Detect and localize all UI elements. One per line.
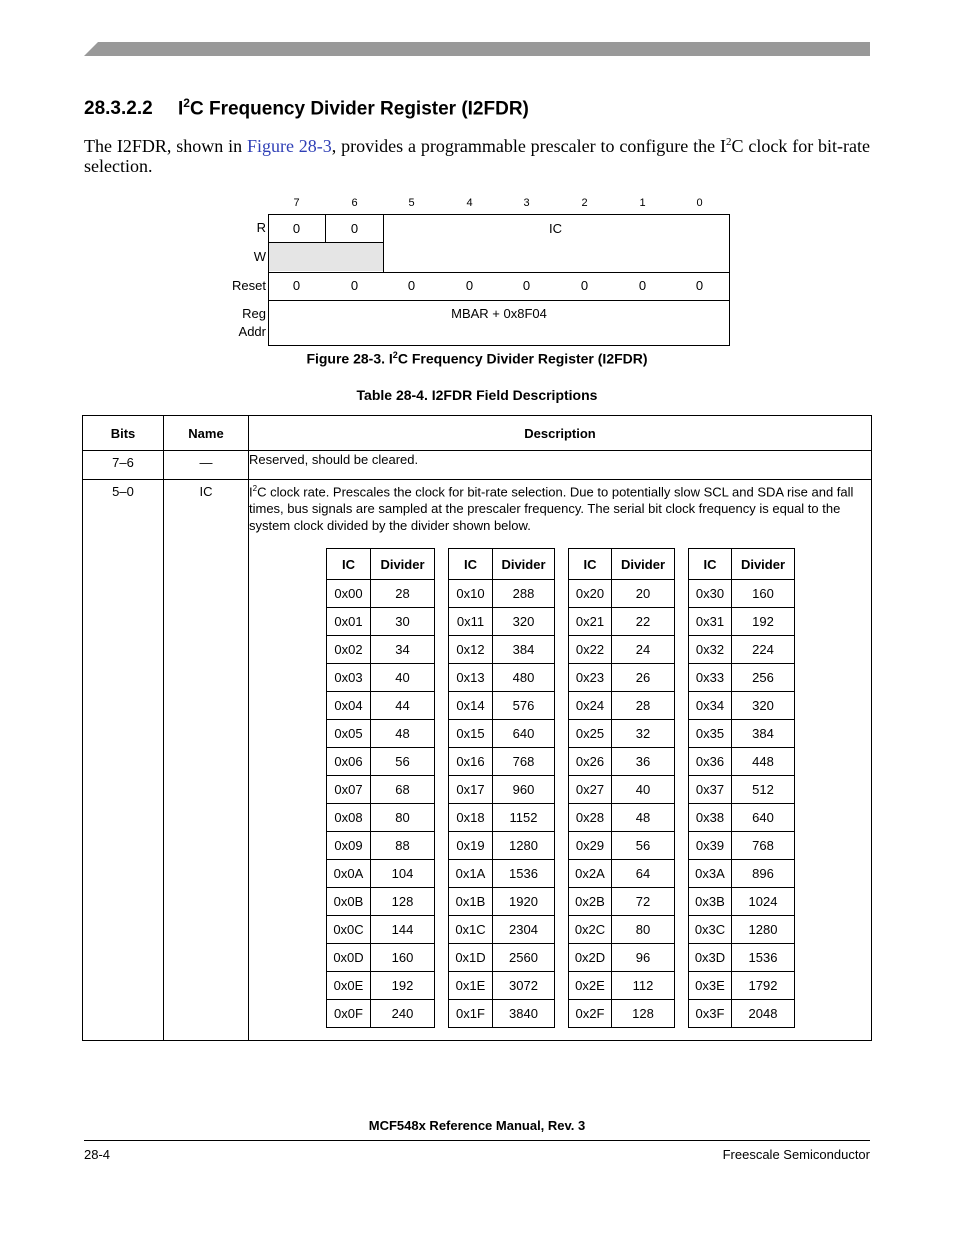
table-row bbox=[327, 888, 435, 916]
table-row bbox=[569, 636, 675, 664]
divider-value: 24 bbox=[612, 636, 675, 664]
divider-value: 480 bbox=[493, 664, 555, 692]
table-row bbox=[449, 580, 555, 608]
table-row bbox=[689, 916, 795, 944]
divider-value: 160 bbox=[371, 944, 435, 972]
divider-value: 1792 bbox=[732, 972, 795, 1000]
reset-value: 0 bbox=[350, 278, 359, 293]
table-row bbox=[449, 888, 555, 916]
ic-value: 0x2D bbox=[569, 944, 612, 972]
ic-value: 0x02 bbox=[327, 636, 371, 664]
divider-value: 112 bbox=[612, 972, 675, 1000]
ic-value: 0x25 bbox=[569, 720, 612, 748]
divider-value: 1152 bbox=[493, 804, 555, 832]
divider-value: 1024 bbox=[732, 888, 795, 916]
divider-value: 640 bbox=[732, 804, 795, 832]
reset-value: 0 bbox=[465, 278, 474, 293]
divider-value: 128 bbox=[612, 1000, 675, 1028]
table-row bbox=[449, 720, 555, 748]
divider-value: 768 bbox=[493, 748, 555, 776]
divider-value: 2560 bbox=[493, 944, 555, 972]
ic-value: 0x16 bbox=[449, 748, 493, 776]
figure-link[interactable]: Figure 28-3 bbox=[246, 136, 332, 156]
table-row bbox=[327, 692, 435, 720]
divider-value: 224 bbox=[732, 636, 795, 664]
ic-value: 0x1E bbox=[449, 972, 493, 1000]
ic-value: 0x2E bbox=[569, 972, 612, 1000]
divider-value: 1280 bbox=[732, 916, 795, 944]
table-row bbox=[569, 580, 675, 608]
read-value: 0 bbox=[292, 221, 301, 236]
divider-value: 32 bbox=[612, 720, 675, 748]
divider-table bbox=[326, 548, 435, 1028]
column-header: Divider bbox=[612, 549, 675, 580]
table-row bbox=[449, 664, 555, 692]
ic-value: 0x27 bbox=[569, 776, 612, 804]
divider-value: 28 bbox=[612, 692, 675, 720]
row-label-w: W bbox=[253, 249, 266, 264]
reset-value: 0 bbox=[580, 278, 589, 293]
table-row bbox=[569, 1000, 675, 1028]
ic-value: 0x07 bbox=[327, 776, 371, 804]
bit-number: 5 bbox=[408, 197, 415, 209]
column-header: Name bbox=[164, 416, 249, 451]
header-bar bbox=[84, 42, 870, 56]
column-header: Divider bbox=[493, 549, 555, 580]
bit-number: 2 bbox=[581, 197, 588, 209]
field-ic: IC bbox=[549, 221, 562, 236]
divider-value: 22 bbox=[612, 608, 675, 636]
reset-value: 0 bbox=[638, 278, 647, 293]
divider-value: 960 bbox=[493, 776, 555, 804]
column-header: Description bbox=[249, 416, 872, 451]
divider-value: 3072 bbox=[493, 972, 555, 1000]
ic-value: 0x08 bbox=[327, 804, 371, 832]
divider-value: 72 bbox=[612, 888, 675, 916]
ic-value: 0x04 bbox=[327, 692, 371, 720]
table-row bbox=[449, 832, 555, 860]
ic-value: 0x20 bbox=[569, 580, 612, 608]
ic-value: 0x03 bbox=[327, 664, 371, 692]
table-row bbox=[569, 748, 675, 776]
table-row bbox=[569, 860, 675, 888]
row-label-reset: Reset bbox=[232, 278, 266, 293]
divider-value: 384 bbox=[732, 720, 795, 748]
ic-value: 0x3A bbox=[689, 860, 732, 888]
divider-value: 288 bbox=[493, 580, 555, 608]
ic-value: 0x22 bbox=[569, 636, 612, 664]
divider-value: 88 bbox=[371, 832, 435, 860]
ic-value: 0x09 bbox=[327, 832, 371, 860]
reset-value: 0 bbox=[292, 278, 301, 293]
ic-value: 0x1B bbox=[449, 888, 493, 916]
divider-value: 240 bbox=[371, 1000, 435, 1028]
divider-value: 1536 bbox=[732, 944, 795, 972]
reset-value: 0 bbox=[522, 278, 531, 293]
table-row bbox=[569, 776, 675, 804]
table-row bbox=[327, 748, 435, 776]
row-label-reg: Reg bbox=[242, 306, 266, 321]
ic-value: 0x33 bbox=[689, 664, 732, 692]
table-row bbox=[327, 916, 435, 944]
cell-bits: 7–6 bbox=[83, 451, 164, 480]
ic-value: 0x06 bbox=[327, 748, 371, 776]
table-row bbox=[569, 664, 675, 692]
table-row bbox=[689, 972, 795, 1000]
divider-value: 576 bbox=[493, 692, 555, 720]
ic-value: 0x29 bbox=[569, 832, 612, 860]
ic-value: 0x3E bbox=[689, 972, 732, 1000]
column-header: Bits bbox=[83, 416, 164, 451]
table-caption: Table 28-4. I2FDR Field Descriptions bbox=[356, 387, 598, 403]
divider-value: 80 bbox=[371, 804, 435, 832]
divider-value: 2304 bbox=[493, 916, 555, 944]
ic-value: 0x17 bbox=[449, 776, 493, 804]
ic-value: 0x24 bbox=[569, 692, 612, 720]
table-row bbox=[449, 1000, 555, 1028]
ic-value: 0x23 bbox=[569, 664, 612, 692]
ic-value: 0x10 bbox=[449, 580, 493, 608]
divider-value: 160 bbox=[732, 580, 795, 608]
ic-value: 0x0C bbox=[327, 916, 371, 944]
row-label-addr: Addr bbox=[238, 324, 266, 339]
table-row bbox=[327, 1000, 435, 1028]
divider-value: 640 bbox=[493, 720, 555, 748]
bit-number: 1 bbox=[639, 197, 646, 209]
divider-value: 256 bbox=[732, 664, 795, 692]
table-row bbox=[689, 860, 795, 888]
divider-value: 104 bbox=[371, 860, 435, 888]
cell-bits: 5–0 bbox=[83, 480, 164, 1041]
ic-value: 0x00 bbox=[327, 580, 371, 608]
ic-value: 0x0F bbox=[327, 1000, 371, 1028]
ic-value: 0x32 bbox=[689, 636, 732, 664]
footer-divider bbox=[84, 1140, 870, 1141]
table-row bbox=[327, 720, 435, 748]
table-row bbox=[569, 804, 675, 832]
ic-value: 0x14 bbox=[449, 692, 493, 720]
table-row bbox=[449, 748, 555, 776]
divider-table bbox=[448, 548, 555, 1028]
ic-value: 0x0B bbox=[327, 888, 371, 916]
ic-value: 0x28 bbox=[569, 804, 612, 832]
ic-value: 0x21 bbox=[569, 608, 612, 636]
table-row bbox=[327, 580, 435, 608]
bit-number: 0 bbox=[696, 197, 703, 209]
ic-value: 0x35 bbox=[689, 720, 732, 748]
ic-value: 0x2C bbox=[569, 916, 612, 944]
table-row bbox=[689, 580, 795, 608]
table-row bbox=[327, 776, 435, 804]
ic-value: 0x0E bbox=[327, 972, 371, 1000]
read-value: 0 bbox=[350, 221, 359, 236]
bit-number: 4 bbox=[466, 197, 473, 209]
ic-value: 0x2A bbox=[569, 860, 612, 888]
ic-value: 0x39 bbox=[689, 832, 732, 860]
table-row bbox=[449, 916, 555, 944]
table-row bbox=[449, 944, 555, 972]
table-row bbox=[569, 832, 675, 860]
ic-value: 0x18 bbox=[449, 804, 493, 832]
divider-value: 30 bbox=[371, 608, 435, 636]
divider-value: 192 bbox=[732, 608, 795, 636]
table-row bbox=[327, 608, 435, 636]
bit-number: 3 bbox=[523, 197, 530, 209]
divider-value: 68 bbox=[371, 776, 435, 804]
ic-value: 0x2F bbox=[569, 1000, 612, 1028]
divider-value: 64 bbox=[612, 860, 675, 888]
column-header: IC bbox=[449, 549, 493, 580]
divider-value: 26 bbox=[612, 664, 675, 692]
divider-value: 48 bbox=[371, 720, 435, 748]
table-row bbox=[327, 636, 435, 664]
divider-value: 40 bbox=[371, 664, 435, 692]
ic-value: 0x05 bbox=[327, 720, 371, 748]
divider-value: 384 bbox=[493, 636, 555, 664]
divider-value: 80 bbox=[612, 916, 675, 944]
divider-value: 48 bbox=[612, 804, 675, 832]
divider-value: 512 bbox=[732, 776, 795, 804]
column-header: Divider bbox=[371, 549, 435, 580]
divider-value: 1536 bbox=[493, 860, 555, 888]
company-name: Freescale Semiconductor bbox=[722, 1147, 870, 1162]
table-row bbox=[569, 720, 675, 748]
divider-value: 36 bbox=[612, 748, 675, 776]
table-row bbox=[689, 664, 795, 692]
table-row bbox=[689, 832, 795, 860]
table-row bbox=[569, 972, 675, 1000]
table-row bbox=[449, 776, 555, 804]
divider-value: 768 bbox=[732, 832, 795, 860]
reset-value: 0 bbox=[695, 278, 704, 293]
table-row bbox=[689, 692, 795, 720]
divider-value: 2048 bbox=[732, 1000, 795, 1028]
ic-value: 0x13 bbox=[449, 664, 493, 692]
ic-value: 0x3B bbox=[689, 888, 732, 916]
divider-value: 1280 bbox=[493, 832, 555, 860]
divider-value: 896 bbox=[732, 860, 795, 888]
divider-value: 20 bbox=[612, 580, 675, 608]
divider-value: 320 bbox=[732, 692, 795, 720]
divider-value: 320 bbox=[493, 608, 555, 636]
page-number: 28-4 bbox=[84, 1147, 111, 1162]
table-row bbox=[449, 608, 555, 636]
divider-value: 3840 bbox=[493, 1000, 555, 1028]
figure-caption: Figure 28-3. $I^2C$ Frequency Divider Register (I2FDR) bbox=[306, 350, 648, 367]
column-header: IC bbox=[327, 549, 371, 580]
table-row bbox=[327, 804, 435, 832]
cell-description: Reserved, should be cleared. bbox=[249, 451, 872, 480]
ic-value: 0x12 bbox=[449, 636, 493, 664]
table-row bbox=[569, 608, 675, 636]
ic-value: 0x38 bbox=[689, 804, 732, 832]
ic-value: 0x1D bbox=[449, 944, 493, 972]
ic-value: 0x31 bbox=[689, 608, 732, 636]
bit-number: 6 bbox=[351, 197, 358, 209]
ic-value: 0x0D bbox=[327, 944, 371, 972]
table-row bbox=[689, 1000, 795, 1028]
table-row bbox=[449, 860, 555, 888]
ic-value: 0x0A bbox=[327, 860, 371, 888]
cell-description: $I^2C$ clock rate. Prescales the clock for bit-rate selection. Due to potentially slow SCL and SDA rise and fall times, bus signals are sampled at the prescaler frequency. The serial bit clock frequency is equal to the system clock divided by the divider shown below. bbox=[249, 480, 872, 1041]
ic-value: 0x3F bbox=[689, 1000, 732, 1028]
ic-value: 0x1A bbox=[449, 860, 493, 888]
ic-value: 0x01 bbox=[327, 608, 371, 636]
divider-value: 1920 bbox=[493, 888, 555, 916]
ic-value: 0x3C bbox=[689, 916, 732, 944]
table-row bbox=[569, 916, 675, 944]
divider-table bbox=[568, 548, 675, 1028]
ic-value: 0x19 bbox=[449, 832, 493, 860]
table-row bbox=[689, 944, 795, 972]
table-row bbox=[689, 804, 795, 832]
divider-value: 192 bbox=[371, 972, 435, 1000]
column-header: IC bbox=[569, 549, 612, 580]
ic-value: 0x15 bbox=[449, 720, 493, 748]
cell-name: IC bbox=[164, 480, 249, 1041]
table-row bbox=[327, 972, 435, 1000]
divider-value: 34 bbox=[371, 636, 435, 664]
section-heading: 28.3.2.2 $I^2C$ Frequency Divider Register (I2FDR) bbox=[84, 96, 529, 120]
column-header: IC bbox=[689, 549, 732, 580]
section-number: 28.3.2.2 bbox=[84, 98, 153, 120]
table-row bbox=[689, 776, 795, 804]
table-row bbox=[689, 748, 795, 776]
table-row bbox=[449, 804, 555, 832]
footer-title: MCF548x Reference Manual, Rev. 3 bbox=[368, 1118, 586, 1133]
divider-value: 28 bbox=[371, 580, 435, 608]
ic-value: 0x11 bbox=[449, 608, 493, 636]
ic-value: 0x34 bbox=[689, 692, 732, 720]
table-row bbox=[327, 832, 435, 860]
ic-value: 0x30 bbox=[689, 580, 732, 608]
divider-value: 56 bbox=[371, 748, 435, 776]
table-row bbox=[689, 888, 795, 916]
table-row bbox=[449, 972, 555, 1000]
table-row bbox=[327, 860, 435, 888]
divider-value: 128 bbox=[371, 888, 435, 916]
table-row bbox=[569, 692, 675, 720]
ic-value: 0x3D bbox=[689, 944, 732, 972]
table-row bbox=[449, 636, 555, 664]
table-row bbox=[449, 692, 555, 720]
ic-value: 0x36 bbox=[689, 748, 732, 776]
table-row bbox=[689, 608, 795, 636]
divider-value: 44 bbox=[371, 692, 435, 720]
divider-value: 144 bbox=[371, 916, 435, 944]
divider-table bbox=[688, 548, 795, 1028]
ic-value: 0x26 bbox=[569, 748, 612, 776]
table-row bbox=[327, 664, 435, 692]
cell-name: — bbox=[164, 451, 249, 480]
bit-number: 7 bbox=[293, 197, 300, 209]
table-row bbox=[689, 636, 795, 664]
table-row bbox=[569, 888, 675, 916]
row-label-r: R bbox=[256, 220, 266, 235]
reset-value: 0 bbox=[407, 278, 416, 293]
ic-value: 0x2B bbox=[569, 888, 612, 916]
divider-value: 40 bbox=[612, 776, 675, 804]
ic-value: 0x1F bbox=[449, 1000, 493, 1028]
table-row bbox=[569, 944, 675, 972]
table-row bbox=[327, 944, 435, 972]
divider-value: 56 bbox=[612, 832, 675, 860]
register-address: MBAR + 0x8F04 bbox=[451, 306, 547, 321]
ic-value: 0x1C bbox=[449, 916, 493, 944]
column-header: Divider bbox=[732, 549, 795, 580]
divider-value: 448 bbox=[732, 748, 795, 776]
divider-value: 96 bbox=[612, 944, 675, 972]
ic-value: 0x37 bbox=[689, 776, 732, 804]
intro-paragraph: The I2FDR, shown in Figure 28-3, provides a programmable prescaler to configure the $I^2C$ clock for bit-rate selection. bbox=[84, 136, 871, 176]
table-row bbox=[689, 720, 795, 748]
